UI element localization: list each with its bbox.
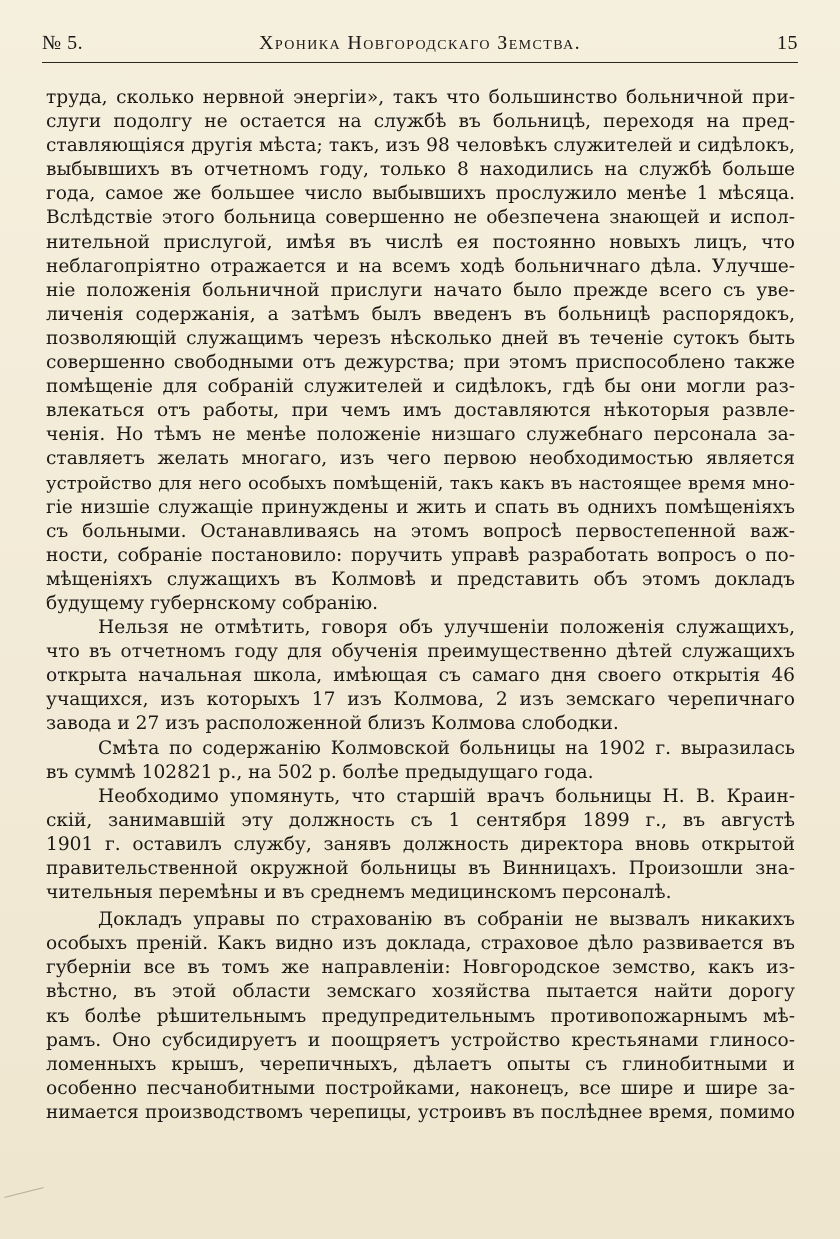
text-line: труда, сколько нервной энергіи», такъ что большинство больничной при- <box>46 87 795 108</box>
text-line: съ больными. Останавливаясь на этомъ вопросѣ первостепенной важ- <box>46 520 795 542</box>
text-line: особенно песчанобитными постройками, наконецъ, все шире и шире за- <box>46 1077 795 1099</box>
body-text <box>46 86 795 1125</box>
header-rule <box>42 62 798 63</box>
text-line: что въ отчетномъ году для обученія преимущественно дѣтей служащихъ <box>46 641 795 663</box>
text-line: особыхъ преній. Какъ видно изъ доклада, страховое дѣло развивается въ <box>46 933 795 955</box>
text-line: выбывшихъ въ отчетномъ году, только 8 находились на службѣ больше <box>46 159 795 181</box>
text-line: рамъ. Оно субсидируетъ и поощряетъ устройство крестьянами глиносо- <box>46 1029 795 1051</box>
text-line: личенія содержанія, а затѣмъ былъ введенъ въ больницѣ распорядокъ, <box>46 303 795 325</box>
text-line: будущему губернскому собранію. <box>46 592 379 614</box>
text-line: помѣщеніе для собраній служителей и сидѣлокъ, гдѣ бы они могли раз- <box>46 376 795 398</box>
text-line: Необходимо упомянуть, что старшій врачъ больницы Н. В. Краин- <box>98 785 795 807</box>
text-line: нительной прислугой, имѣя въ числѣ ея постоянно новыхъ лицъ, что <box>46 231 795 253</box>
text-line: ченія. Но тѣмъ не менѣе положеніе низшаго служебнаго персонала за- <box>46 424 795 446</box>
running-title: Хроника Новгородскаго Земства. <box>259 32 581 54</box>
page-number: 15 <box>777 32 798 54</box>
text-line: ставляетъ желать многаго, изъ чего первою необходимостью является <box>46 448 795 470</box>
text-line: завода и 27 изъ расположенной близъ Колмова слободки. <box>46 713 619 735</box>
text-line: неблагопріятно отражается и на всемъ ходѣ больничнаго дѣла. Улучше- <box>46 255 795 277</box>
text-line: Смѣта по содержанію Колмовской больницы на 1902 г. выразилась <box>98 737 795 759</box>
page-scratch-mark <box>4 1187 43 1198</box>
text-line: вѣстно, въ этой области земскаго хозяйства пытается найти дорогу <box>46 981 795 1003</box>
text-line: учащихся, изъ которыхъ 17 изъ Колмова, 2 изъ земскаго черепичнаго <box>46 689 795 711</box>
text-line: къ болѣе рѣшительнымъ предупредительнымъ противопожарнымъ мѣ- <box>46 1005 795 1027</box>
text-line: ности, собраніе постановило: поручить управѣ разработать вопросъ о по- <box>46 544 795 566</box>
text-line: ніе положенія больничной прислуги начато было прежде всего съ уве- <box>46 279 795 301</box>
text-line: слуги подолгу не остается на службѣ въ больницѣ, переходя на пред- <box>46 111 795 133</box>
text-line: ломенныхъ крышъ, черепичныхъ, дѣлаетъ опыты съ глинобитными и <box>46 1053 795 1075</box>
text-line: правительственной окружной больницы въ Винницахъ. Произошли зна- <box>46 858 795 879</box>
text-line: года, самое же большее число выбывшихъ прослужило менѣе 1 мѣсяца. <box>46 183 795 205</box>
issue-number: № 5. <box>42 32 84 54</box>
text-line: устройство для него особыхъ помѣщеній, такъ какъ въ настоящее время мно- <box>46 472 795 494</box>
text-line: въ суммѣ 102821 р., на 502 р. болѣе предыдущаго года. <box>46 761 594 783</box>
text-line: совершенно свободными отъ дежурства; при этомъ приспособлено также <box>46 352 795 374</box>
text-line: мѣщеніяхъ служащихъ въ Колмовѣ и представить объ этомъ докладъ <box>46 568 795 590</box>
text-line: Докладъ управы по страхованію въ собраніи не вызвалъ никакихъ <box>98 909 795 931</box>
text-line: 1901 г. оставилъ службу, занявъ должность директора вновь открытой <box>46 833 795 855</box>
text-line: ставляющіяся другія мѣста; такъ, изъ 98 человѣкъ служителей и сидѣлокъ, <box>46 135 795 157</box>
text-line: позволяющій служащимъ черезъ нѣсколько дней въ теченіе сутокъ быть <box>46 327 795 349</box>
text-line: скій, занимавшій эту должность съ 1 сентября 1899 г., въ августѣ <box>46 809 795 831</box>
text-line: нимается производствомъ черепицы, устроивъ въ послѣднее время, помимо <box>46 1101 795 1123</box>
running-header <box>42 32 798 60</box>
text-line: Вслѣдствіе этого больница совершенно не обезпечена знающей и испол- <box>46 207 795 229</box>
text-line: влекаться отъ работы, при чемъ имъ доставляются нѣкоторыя развле- <box>46 400 795 422</box>
text-line: губерніи все въ томъ же направленіи: Новгородское земство, какъ из- <box>46 957 795 979</box>
text-line: открыта начальная школа, имѣющая съ самаго дня своего открытія 46 <box>46 665 795 687</box>
text-line: чительныя перемѣны и въ среднемъ медицинскомъ персоналѣ. <box>46 882 672 904</box>
text-line: гіе низшіе служащіе принуждены и жить и спать въ однихъ помѣщеніяхъ <box>46 496 795 518</box>
text-line: Нельзя не отмѣтить, говоря объ улучшеніи положенія служащихъ, <box>98 617 795 639</box>
